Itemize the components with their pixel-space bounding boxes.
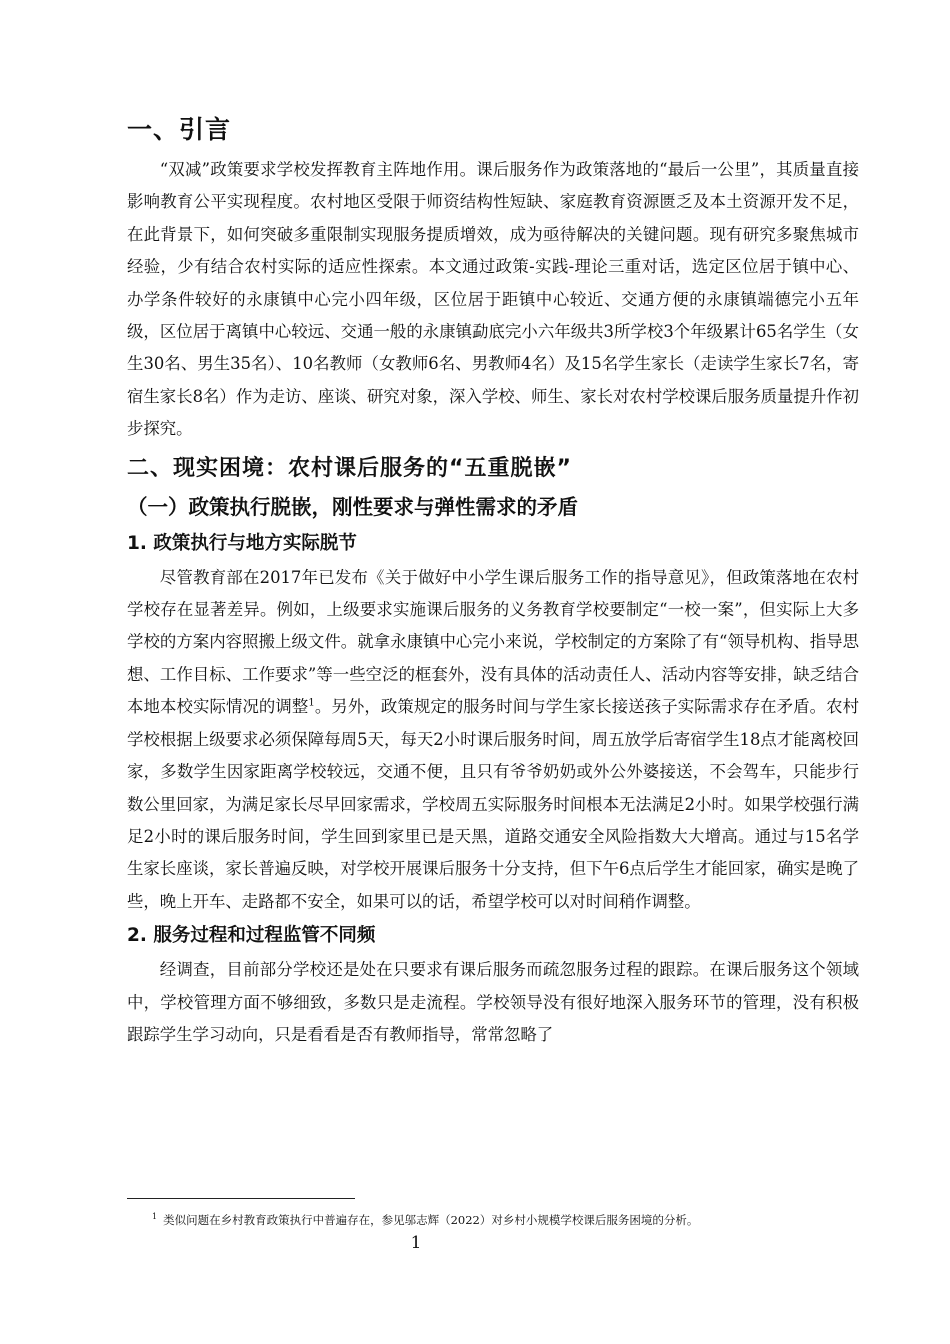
page-number: 1: [410, 1233, 422, 1253]
footnote-text: 类似问题在乡村教育政策执行中普遍存在，参见邬志辉（2022）对乡村小规模学校课后服务困境的分析。: [163, 1212, 699, 1227]
page-content: [127, 110, 859, 1051]
introduction-paragraph: “双减”政策要求学校发挥教育主阵地作用。课后服务作为政策落地的“最后一公里”，其质量直接影响教育公平实现程度。农村地区受限于师资结构性短缺、家庭教育资源匮乏及本土资源开发不足，在此背景下，如何突破多重限制实现服务提质增效，成为亟待解决的关键问题。现有研究多聚焦城市经验，少有结合农村实际的适应性探索。本文通过政策-实践-理论三重对话，选定区位居于镇中心、办学条件较好的永康镇中心完小四年级，区位居于距镇中心较近、交通方便的永康镇端德完小五年级，区位居于离镇中心较远、交通一般的永康镇勐底完小六年级共3所学校3个年级累计65名学生（女生30名、男生35名）、10名教师（女教师6名、男教师4名）及15名学生家长（走读学生家长7名，寄宿生家长8名）作为走访、座谈、研究对象，深入学校、师生、家长对农村学校课后服务质量提升作初步探究。: [127, 160, 859, 439]
policy-gap-text-part2: 。另外，政策规定的服务时间与学生家长接送孩子实际需求存在矛盾。农村学校根据上级要求必须保障每周5天，每天2小时课后服务时间，周五放学后寄宿学生18点才能离校回家，多数学生因家距离学校较远，交通不便，且只有爷爷奶奶或外公外婆接送，不会驾车，只能步行数公里回家，为满足家长尽早回家需求，学校周五实际服务时间根本无法满足2小时。如果学校强行满足2小时的课后服务时间，学生回到家里已是天黑，道路交通安全风险指数大大增高。通过与15名学生家长座谈，家长普遍反映，对学校开展课后服务十分支持，但下午6点后学生才能回家，确实是晚了些，晚上开车、走路都不安全，如果可以的话，希望学校可以对时间稍作调整。: [127, 697, 859, 911]
footnote: [152, 1209, 872, 1228]
supervision-paragraph: 经调查，目前部分学校还是处在只要求有课后服务而疏忽服务过程的跟踪。在课后服务这个领域中，学校管理方面不够细致，多数只是走流程。学校领导没有很好地深入服务环节的管理，没有积极跟踪学生学习动向，只是看看是否有教师指导，常常忽略了: [127, 960, 859, 1044]
section-heading-introduction: 一、引言: [127, 115, 232, 144]
footnote-divider: [127, 1198, 355, 1199]
policy-gap-text-part1: 尽管教育部在2017年已发布《关于做好中小学生课后服务工作的指导意见》，但政策落地在农村学校存在显著差异。例如，上级要求实施课后服务的义务教育学校要制定“一校一案”，但实际上大多学校的方案内容照搬上级文件。就拿永康镇中心完小来说，学校制定的方案除了有“领导机构、指导思想、工作目标、工作要求”等一些空泛的框套外，没有具体的活动责任人、活动内容等安排，缺乏结合本地本校实际情况的调整: [127, 567, 859, 717]
item-heading-supervision: 2. 服务过程和过程监管不同频: [127, 925, 376, 947]
section-heading-challenges: 二、现实困境：农村课后服务的“五重脱嵌”: [127, 455, 572, 481]
subsection-heading-policy: （一）政策执行脱嵌，刚性要求与弹性需求的矛盾: [127, 494, 578, 519]
item-heading-policy-gap: 1. 政策执行与地方实际脱节: [127, 532, 357, 554]
footnote-reference[interactable]: 1: [308, 697, 315, 709]
policy-gap-paragraph: [127, 562, 859, 918]
footnote-marker: 1: [152, 1212, 158, 1221]
